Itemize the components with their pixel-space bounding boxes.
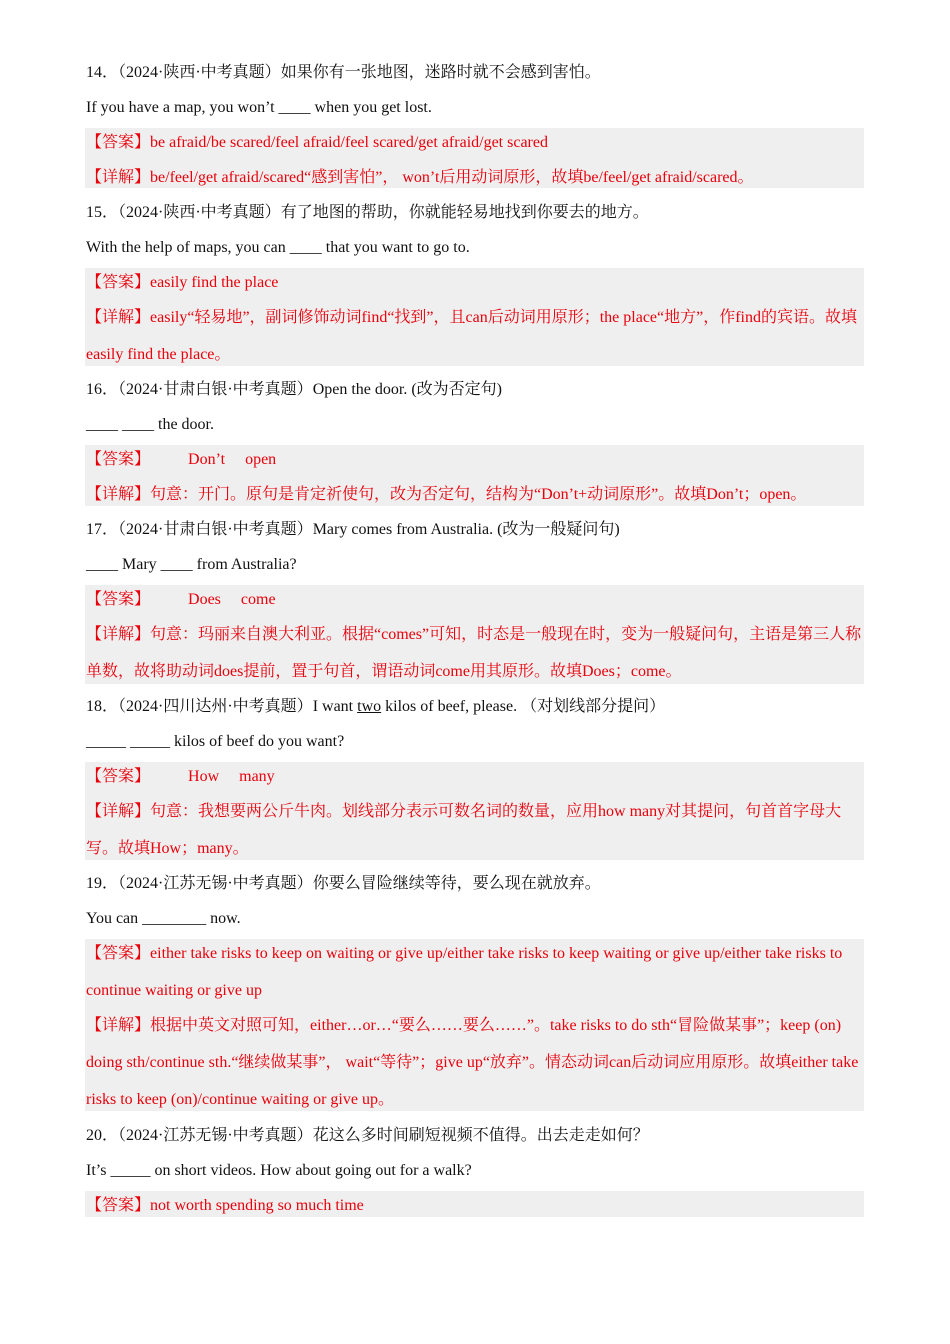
detail-text: be/feel/get afraid/scared“感到害怕”， won’t后用动词原形，故填be/feel/get afraid/scared。 bbox=[150, 169, 754, 186]
answer-16 bbox=[86, 450, 866, 470]
detail-19 bbox=[86, 1007, 866, 1118]
answer-20 bbox=[86, 1196, 866, 1216]
answer-label: 【答案】 bbox=[86, 945, 151, 962]
question-19-sentence: You can ________ now. bbox=[86, 910, 241, 927]
question-15-sentence: With the help of maps, you can ____ that you want to go to. bbox=[86, 239, 470, 256]
answer-text: easily find the place bbox=[150, 274, 279, 291]
answer-blank-1: How bbox=[188, 768, 220, 785]
detail-text: easily“轻易地”，副词修饰动词find“找到”，且can后动词用原形；the place“地方”，作find的宾语。故填easily find the place。 bbox=[86, 309, 857, 363]
question-number: 17． bbox=[86, 521, 119, 538]
question-number: 14． bbox=[86, 64, 119, 81]
question-19-header bbox=[86, 874, 866, 894]
answer-label: 【答案】 bbox=[86, 274, 151, 291]
question-source: （2024·江苏无锡·中考真题） bbox=[118, 875, 313, 892]
question-prompt: Mary comes from Australia. (改为一般疑问句) bbox=[312, 521, 620, 538]
question-source: （2024·甘肃白银·中考真题） bbox=[118, 521, 313, 538]
answer-blank-2: open bbox=[245, 451, 277, 468]
answer-text: be afraid/be scared/feel afraid/feel scared/get afraid/get scared bbox=[150, 134, 548, 151]
answer-blank-2: come bbox=[240, 591, 276, 608]
question-prompt-before: I want bbox=[312, 698, 358, 715]
question-14-header bbox=[86, 63, 866, 83]
question-number: 15． bbox=[86, 204, 119, 221]
question-18-sentence: _____ _____ kilos of beef do you want? bbox=[86, 733, 345, 750]
answer-text: not worth spending so much time bbox=[150, 1197, 364, 1214]
question-18-header bbox=[86, 697, 866, 717]
answer-text: either take risks to keep on waiting or give up/either take risks to keep waiting or give up/either take risks to continue waiting or give up bbox=[86, 945, 843, 999]
question-prompt: Open the door. (改为否定句) bbox=[312, 381, 502, 398]
answer-17 bbox=[86, 590, 866, 610]
detail-text: 句意：我想要两公斤牛肉。划线部分表示可数名词的数量，应用how many对其提问，句首首字母大写。故填How；many。 bbox=[86, 803, 842, 857]
question-source: （2024·江苏无锡·中考真题） bbox=[118, 1127, 313, 1144]
question-number: 18． bbox=[86, 698, 119, 715]
question-16-sentence: ____ ____ the door. bbox=[86, 416, 214, 433]
detail-label: 【详解】 bbox=[86, 803, 151, 820]
question-number: 20． bbox=[86, 1127, 119, 1144]
answer-18 bbox=[86, 767, 866, 787]
question-source: （2024·甘肃白银·中考真题） bbox=[118, 381, 313, 398]
detail-text: 根据中英文对照可知，either…or…“要么……要么……”。take risks to do sth“冒险做某事”；keep (on) doing sth/continue sth.“继续做某事”， wait“等待”；give up“放弃”。情态动词can后动词应用原形。故填either take risks to keep (on)/continue waiting or give up。 bbox=[86, 1017, 859, 1108]
question-prompt: 有了地图的帮助，你就能轻易地找到你要去的地方。 bbox=[280, 204, 649, 221]
answer-19 bbox=[86, 935, 866, 1009]
question-20-sentence: It’s _____ on short videos. How about going out for a walk? bbox=[86, 1162, 472, 1179]
answer-label: 【答案】 bbox=[86, 1197, 151, 1214]
question-prompt: 你要么冒险继续等待，要么现在就放弃。 bbox=[312, 875, 601, 892]
detail-14 bbox=[86, 168, 866, 188]
question-prompt: 如果你有一张地图，迷路时就不会感到害怕。 bbox=[280, 64, 601, 81]
question-prompt: 花这么多时间刷短视频不值得。出去走走如何？ bbox=[312, 1127, 649, 1144]
answer-label: 【答案】 bbox=[86, 591, 151, 608]
detail-label: 【详解】 bbox=[86, 309, 151, 326]
question-17-sentence: ____ Mary ____ from Australia? bbox=[86, 556, 297, 573]
question-15-header bbox=[86, 203, 866, 223]
answer-blank-2: many bbox=[239, 768, 275, 785]
answer-blank-1: Does bbox=[188, 591, 221, 608]
detail-text: 句意：玛丽来自澳大利亚。根据“comes”可知，时态是一般现在时，变为一般疑问句，主语是第三人称单数，故将助动词does提前，置于句首，谓语动词come用其原形。故填Does；come。 bbox=[86, 626, 862, 680]
question-prompt-after: kilos of beef, please. （对划线部分提问） bbox=[381, 698, 666, 715]
question-number: 19． bbox=[86, 875, 119, 892]
question-20-header bbox=[86, 1126, 866, 1146]
answer-label: 【答案】 bbox=[86, 451, 151, 468]
question-number: 16． bbox=[86, 381, 119, 398]
question-source: （2024·陕西·中考真题） bbox=[118, 64, 281, 81]
answer-label: 【答案】 bbox=[86, 768, 151, 785]
detail-15 bbox=[86, 299, 866, 373]
question-16-header bbox=[86, 380, 866, 400]
question-source: （2024·陕西·中考真题） bbox=[118, 204, 281, 221]
question-14-sentence: If you have a map, you won’t ____ when you get lost. bbox=[86, 99, 432, 116]
question-source: （2024·四川达州·中考真题） bbox=[118, 698, 313, 715]
question-17-header bbox=[86, 520, 866, 540]
answer-blank-1: Don’t bbox=[188, 451, 226, 468]
detail-label: 【详解】 bbox=[86, 486, 151, 503]
detail-17 bbox=[86, 616, 866, 690]
answer-label: 【答案】 bbox=[86, 134, 151, 151]
detail-label: 【详解】 bbox=[86, 626, 151, 643]
detail-16 bbox=[86, 485, 866, 505]
answer-14 bbox=[86, 133, 866, 153]
detail-18 bbox=[86, 793, 866, 867]
detail-label: 【详解】 bbox=[86, 169, 151, 186]
detail-text: 句意：开门。原句是肯定祈使句，改为否定句，结构为“Don’t+动词原形”。故填Don’t；open。 bbox=[150, 486, 807, 503]
answer-15 bbox=[86, 273, 866, 293]
detail-label: 【详解】 bbox=[86, 1017, 151, 1034]
underlined-word: two bbox=[357, 698, 382, 715]
